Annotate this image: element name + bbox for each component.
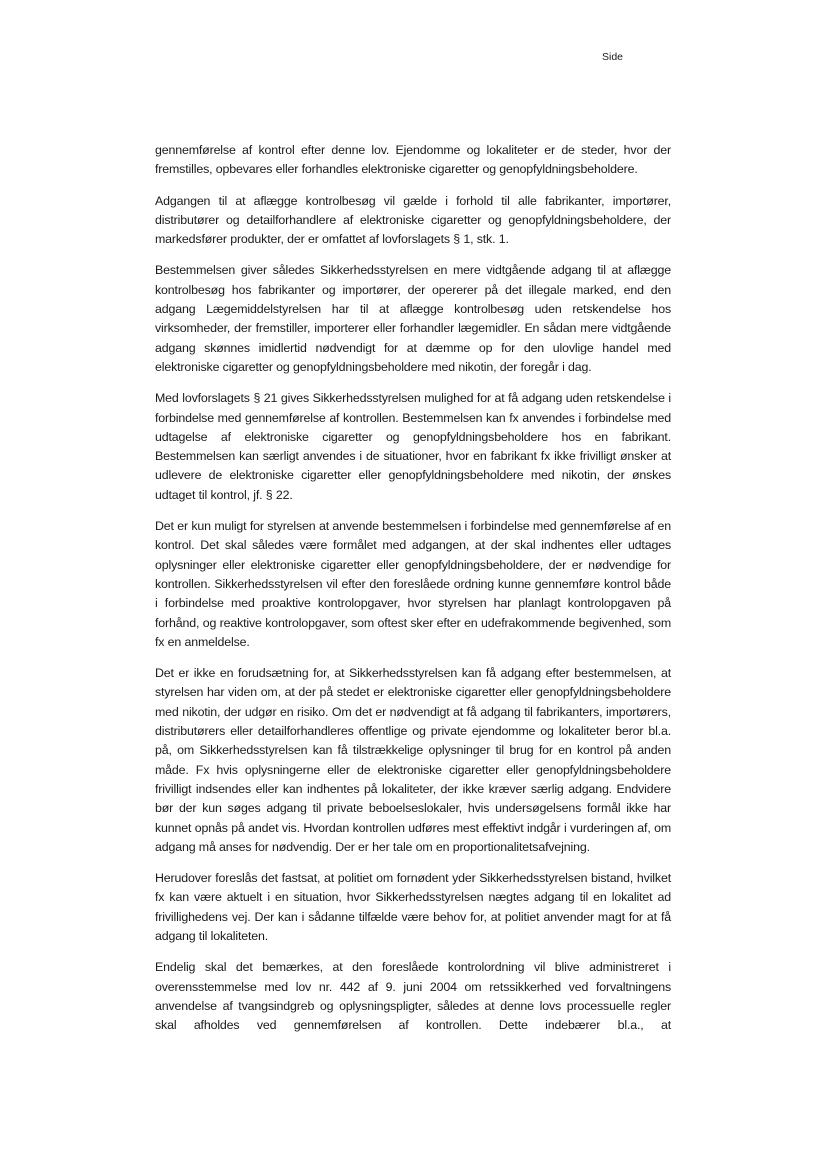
paragraph-4: Med lovforslagets § 21 gives Sikkerhedsstyrelsen mulighed for at få adgang uden retskendelse i forbindelse med gennemførelse af kontrollen. Bestemmelsen kan fx anvendes i forbindelse med udtagelse af elektroniske cigaretter og genopfyldningsbeholdere hos en fabrikant. Bestemmelsen kan særligt anvendes i de situationer, hvor en fabrikant fx ikke frivilligt ønsker at udlevere de elektroniske cigaretter eller genopfyldningsbeholdere med nikotin, der ønskes udtaget til kontrol, jf. § 22.	[155, 391, 671, 502]
document-body	[155, 141, 671, 1047]
page-header-label: Side	[602, 51, 624, 63]
paragraph-8: Endelig skal det bemærkes, at den foreslåede kontrolordning vil blive administreret i overensstemmelse med lov nr. 442 af 9. juni 2004 om retssikkerhed ved forvaltningens anvendelse af tvangsindgreb og oplysningspligter, således at denne lovs processuelle regler skal afholdes ved gennemførelsen af kontrollen. Dette indebærer bl.a., at	[155, 960, 671, 1033]
paragraph-6: Det er ikke en forudsætning for, at Sikkerhedsstyrelsen kan få adgang efter bestemmelsen, at styrelsen har viden om, at der på stedet er elektroniske cigaretter eller genopfyldningsbeholdere med nikotin, der udgør en risiko. Om det er nødvendigt at få adgang til fabrikanters, importørers, distributørers eller detailforhandleres offentlige og private ejendomme og lokaliteter beror bl.a. på, om Sikkerhedsstyrelsen kan få tilstrækkelige oplysninger til brug for en kontrol på anden måde. Fx hvis oplysningerne eller de elektroniske cigaretter eller genopfyldningsbeholdere frivilligt indsendes eller kan indhentes på lokaliteter, der ikke kræver særlig adgang. Endvidere bør der kun søges adgang til private beboelseslokaler, hvis undersøgelsens formål ikke har kunnet opnås på andet vis. Hvordan kontrollen udføres mest effektivt indgår i vurderingen af, om adgang må anses for nødvendig. Der er her tale om en proportionalitetsafvejning.	[155, 666, 671, 854]
paragraph-2: Adgangen til at aflægge kontrolbesøg vil gælde i forhold til alle fabrikanter, importører, distributører og detailforhandlere af elektroniske cigaretter og genopfyldningsbeholdere, der markedsfører produkter, der er omfattet af lovforslagets § 1, stk. 1.	[155, 193, 671, 247]
paragraph-5: Det er kun muligt for styrelsen at anvende bestemmelsen i forbindelse med gennemførelse af en kontrol. Det skal således være formålet med adgangen, at der skal indhentes eller udtages oplysninger eller elektroniske cigaretter eller genopfyldningsbeholdere, der er nødvendige for kontrollen. Sikkerhedsstyrelsen vil efter den foreslåede ordning kunne gennemføre kontrol både i forbindelse med proaktive kontrolopgaver, hvor styrelsen har planlagt kontrolopgaven på forhånd, og reaktive kontrolopgaver, som oftest sker efter en udefrakommende begivenhed, som fx en anmeldelse.	[155, 519, 671, 649]
paragraph-1: gennemførelse af kontrol efter denne lov. Ejendomme og lokaliteter er de steder, hvor der fremstilles, opbevares eller forhandles elektroniske cigaretter og genopfyldningsbeholdere.	[155, 143, 671, 177]
paragraph-3: Bestemmelsen giver således Sikkerhedsstyrelsen en mere vidtgående adgang til at aflægge kontrolbesøg hos fabrikanter og importører, der opererer på det illegale marked, end den adgang Lægemiddelstyrelsen har til at aflægge kontrolbesøg uden retskendelse hos virksomheder, der fremstiller, importerer eller forhandler lægemidler. En sådan mere vidtgående adgang skønnes imidlertid nødvendigt for at dæmme op for den ulovlige handel med elektroniske cigaretter og genopfyldningsbeholdere med nikotin, der foregår i dag.	[155, 263, 671, 374]
paragraph-7: Herudover foreslås det fastsat, at politiet om fornødent yder Sikkerhedsstyrelsen bistand, hvilket fx kan være aktuelt i en situation, hvor Sikkerhedsstyrelsen nægtes adgang til en lokalitet ad frivillighedens vej. Der kan i sådanne tilfælde være behov for, at politiet anvender magt for at få adgang til lokaliteten.	[155, 871, 671, 943]
